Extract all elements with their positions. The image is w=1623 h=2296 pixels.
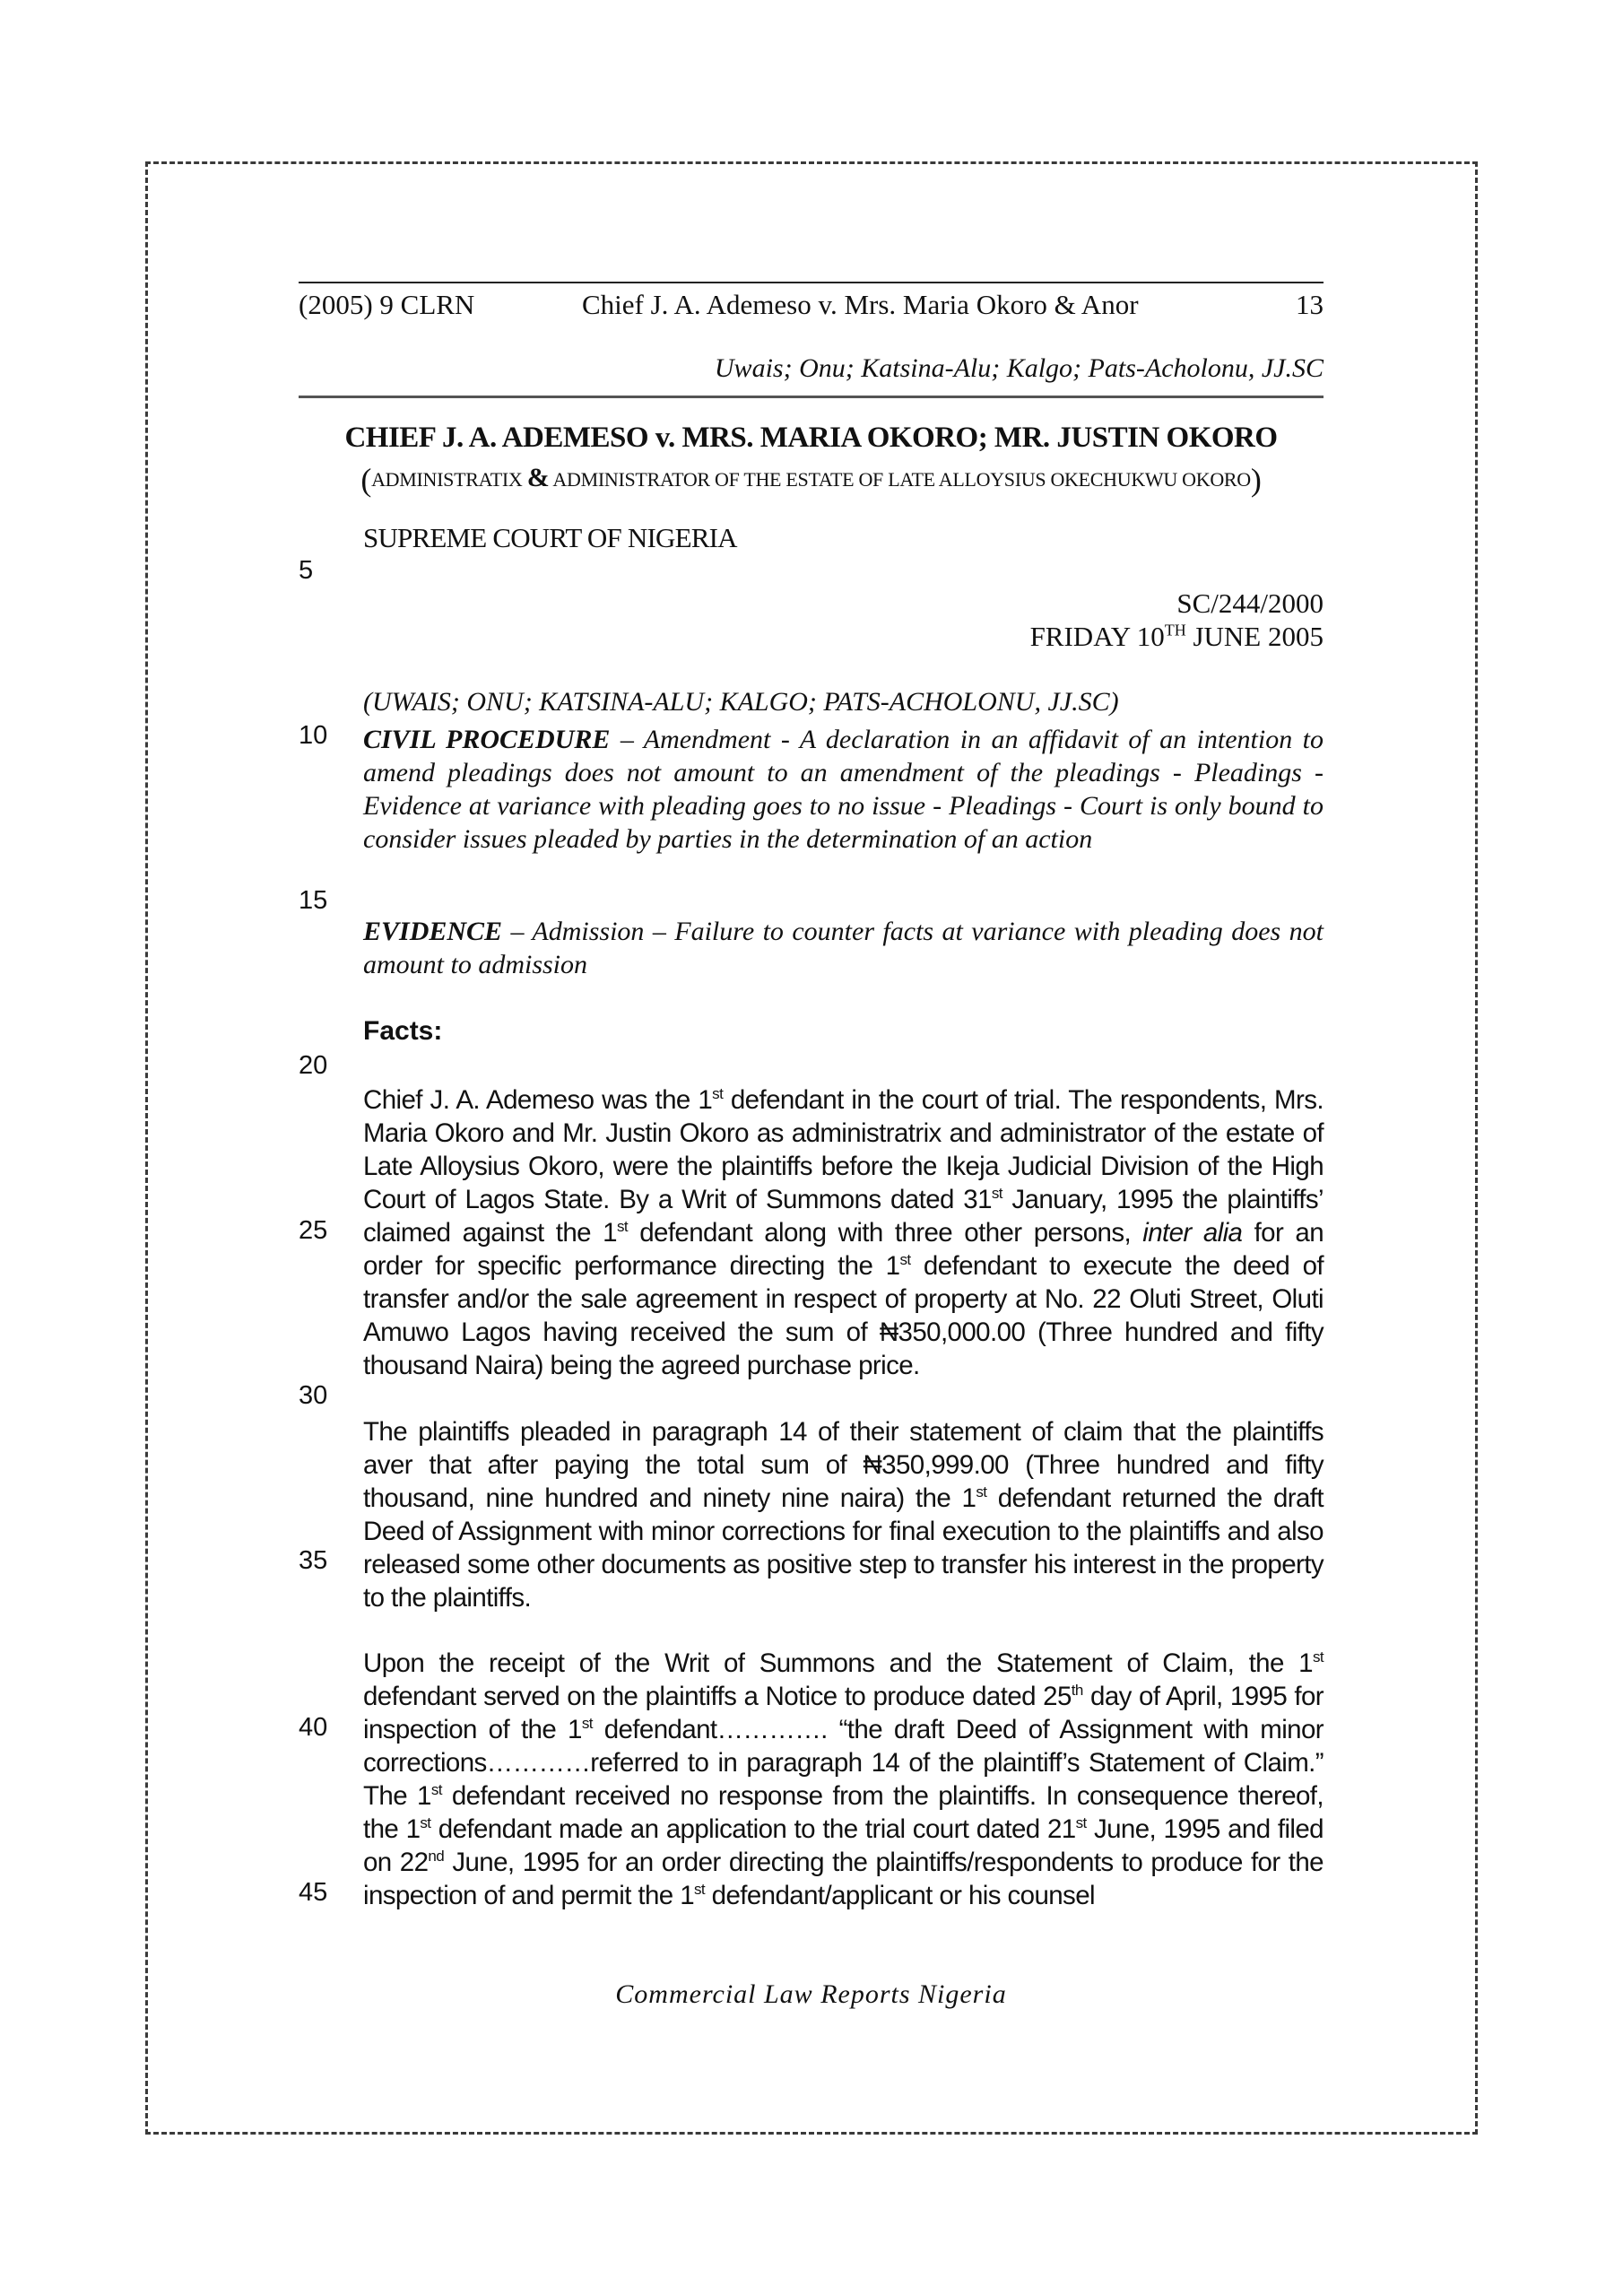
ordinal: st — [899, 1251, 911, 1269]
text: defendant made an application to the trial court dated 21 — [430, 1814, 1076, 1844]
text: Chief J. A. Ademeso was the 1 — [363, 1085, 713, 1115]
ordinal: st — [976, 1483, 987, 1501]
latin-phrase: inter alia — [1142, 1218, 1243, 1248]
facts-heading: Facts: — [363, 1016, 443, 1046]
date-suffix: JUNE 2005 — [1185, 621, 1324, 652]
line-number: 5 — [299, 556, 314, 585]
catchword-text: – Amendment - A declaration in an affidavit of an intention to amend pleadings does not amount to an amendment of the pleadings - Pleadings - Evidence at variance with pleading goes to no issue - Pleadings - Court is only bound to consider issues pleaded by parties in the determination of an action — [363, 725, 1324, 854]
text: The plaintiffs pleaded in paragraph 14 of their statement of claim that the plaintiffs aver that after paying the total sum of ₦350,999.00 (Three hundred and fifty thousand, nine hundred and ninety nine naira) the 1 — [363, 1417, 1324, 1513]
catchword-evidence — [363, 915, 1324, 981]
line-number: 15 — [299, 886, 328, 915]
ordinal: st — [616, 1218, 629, 1236]
facts-paragraph-1 — [363, 1083, 1324, 1382]
date-prefix: FRIDAY 10 — [1029, 621, 1165, 652]
date-sup: TH — [1164, 621, 1186, 639]
paren-open: ( — [360, 462, 372, 498]
text: Upon the receipt of the Writ of Summons and the Statement of Claim, the 1 — [363, 1648, 1313, 1678]
ordinal: st — [1312, 1648, 1324, 1666]
subtitle-part1: ADMINISTRATIX — [371, 468, 527, 491]
facts-paragraph-2 — [363, 1415, 1324, 1614]
ordinal: st — [581, 1715, 593, 1733]
ordinal: nd — [428, 1848, 445, 1866]
text: defendant served on the plaintiffs a Notice to produce dated 25 — [363, 1682, 1072, 1711]
ordinal: st — [1075, 1814, 1087, 1832]
case-title: CHIEF J. A. ADEMESO v. MRS. MARIA OKORO; MR. JUSTIN OKORO — [344, 422, 1278, 454]
ordinal: st — [712, 1085, 724, 1103]
judgment-date — [1030, 621, 1324, 653]
subtitle-part2: ADMINISTRATOR OF THE ESTATE OF LATE ALLOYSIUS OKECHUKWU OKORO — [549, 468, 1251, 491]
line-number: 35 — [299, 1546, 328, 1575]
text: defendant along with three other persons, — [628, 1218, 1143, 1248]
ampersand: & — [526, 463, 550, 492]
ordinal: th — [1071, 1682, 1083, 1700]
coram: (UWAIS; ONU; KATSINA-ALU; KALGO; PATS-ACHOLONU, JJ.SC) — [363, 687, 1119, 717]
catchword-text: – Admission – Failure to counter facts at variance with pleading does not amount to admission — [363, 917, 1324, 979]
text: June, 1995 for an order directing the plaintiffs/respondents to produce for the inspection of and permit the 1 — [363, 1848, 1324, 1910]
ordinal: st — [430, 1781, 442, 1799]
text: defendant received no response from the plaintiffs. In consequence thereof, the 1 — [363, 1781, 1324, 1844]
text: January, 1995 the plaintiffs’ claimed against the 1 — [363, 1185, 1324, 1248]
running-head — [299, 282, 1324, 398]
line-number: 25 — [299, 1216, 328, 1245]
text: defendant returned the draft Deed of Assignment with minor corrections for final execution to the plaintiffs and also released some other documents as positive step to transfer his interest in the property to the plaintiffs. — [363, 1483, 1324, 1613]
text: day of April, 1995 for inspection of the 1 — [363, 1682, 1324, 1744]
ordinal: st — [420, 1814, 431, 1832]
text: for an order for specific performance directing the 1 — [363, 1218, 1324, 1281]
case-subtitle — [299, 461, 1324, 499]
line-number: 10 — [299, 721, 328, 750]
publication-footer: Commercial Law Reports Nigeria — [615, 1979, 1007, 2009]
text: defendant in the court of trial. The respondents, Mrs. Maria Okoro and Mr. Justin Okoro as administratrix and administrator of the estate of Late Alloysius Okoro, were the plaintiffs before the Ikeja Judicial Division of the High Court of Lagos State. By a Writ of Summons dated 31 — [363, 1085, 1324, 1214]
text: defendant…………. “the draft Deed of Assignment with minor corrections…………referred to in paragraph 14 of the plaintiff’s Statement of Claim.” The 1 — [363, 1715, 1324, 1811]
judges-header: Uwais; Onu; Katsina-Alu; Kalgo; Pats-Acholonu, JJ.SC — [714, 353, 1324, 383]
text: defendant to execute the deed of transfer and/or the sale agreement in respect of property at No. 22 Oluti Street, Oluti Amuwo Lagos having received the sum of ₦350,000.00 (Three hundred and fifty thousand Naira) being the agreed purchase price. — [363, 1251, 1324, 1380]
suit-number: SC/244/2000 — [1176, 587, 1324, 619]
line-number: 20 — [299, 1051, 328, 1080]
facts-paragraph-3 — [363, 1647, 1324, 1912]
line-number: 30 — [299, 1381, 328, 1410]
paren-close: ) — [1250, 462, 1262, 498]
catchword-civil-procedure — [363, 723, 1324, 856]
ordinal: st — [991, 1185, 1002, 1203]
ordinal: st — [694, 1881, 706, 1899]
case-short-title: Chief J. A. Ademeso v. Mrs. Maria Okoro & Anor — [582, 289, 1139, 320]
court-name: SUPREME COURT OF NIGERIA — [363, 522, 737, 553]
text: defendant/applicant or his counsel — [705, 1881, 1095, 1910]
line-number: 45 — [299, 1878, 328, 1907]
citation: (2005) 9 CLRN — [299, 289, 475, 320]
line-number: 40 — [299, 1713, 328, 1742]
text: June, 1995 and filed on 22 — [363, 1814, 1324, 1877]
catchword-topic: CIVIL PROCEDURE — [363, 725, 611, 754]
page-number: 13 — [1296, 289, 1324, 320]
catchword-topic: EVIDENCE — [363, 917, 503, 946]
